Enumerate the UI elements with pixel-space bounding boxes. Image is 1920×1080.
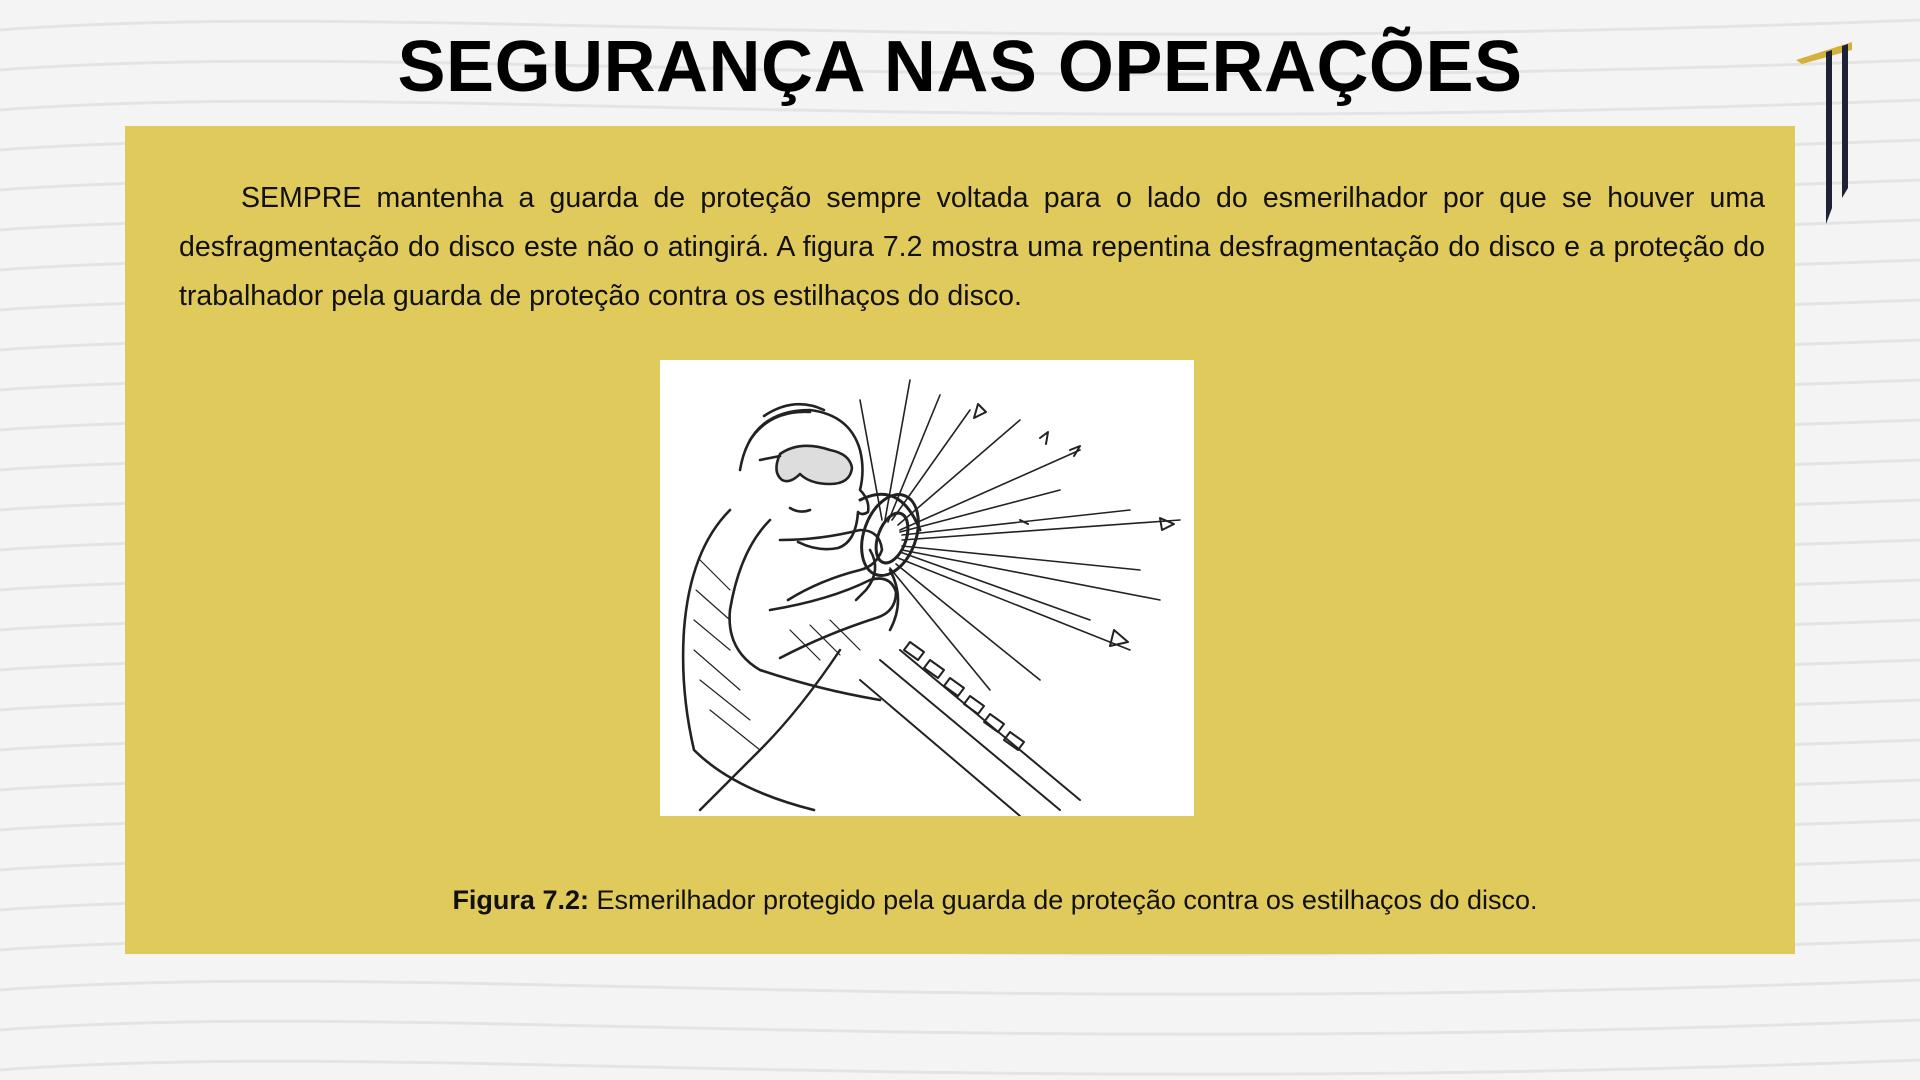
worker-grinder-sparks-icon (660, 360, 1194, 816)
figure-caption (125, 885, 1865, 916)
figure-caption-label: Figura 7.2: (452, 885, 589, 915)
slide-title: SEGURANÇA NAS OPERAÇÕES (397, 27, 1523, 107)
figure-illustration (660, 360, 1194, 816)
body-paragraph: SEMPRE mantenha a guarda de proteção sempre voltada para o lado do esmerilhador por que se houver uma desfragmentação do disco este não o atingirá. A figura 7.2 mostra uma repentina desfragmentação do disco e a proteção do trabalhador pela guarda de proteção contra os estilhaços do disco. (179, 182, 1765, 312)
brand-logo-icon (1796, 38, 1852, 228)
figure-caption-text: Esmerilhador protegido pela guarda de proteção contra os estilhaços do disco. (588, 885, 1538, 915)
content-panel (125, 126, 1795, 954)
